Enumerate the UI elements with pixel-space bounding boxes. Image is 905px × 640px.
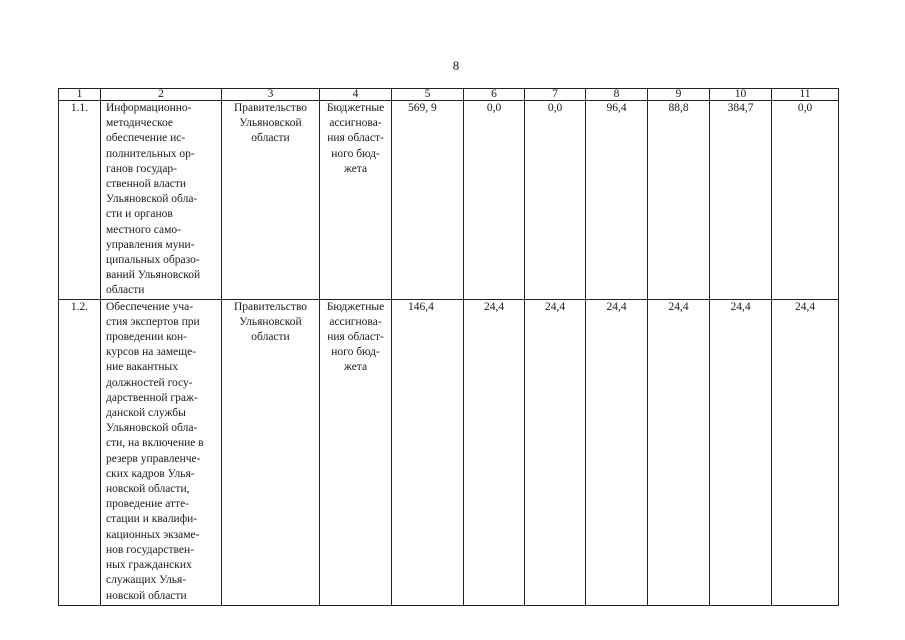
column-header: 4 — [320, 89, 392, 101]
text-line: стия экспертов при — [106, 315, 200, 328]
value-cell: 24,4 — [525, 299, 586, 605]
column-header: 6 — [464, 89, 525, 101]
text-line: Информационно- — [106, 102, 192, 114]
column-header: 3 — [222, 89, 320, 101]
column-header: 7 — [525, 89, 586, 101]
column-header: 11 — [772, 89, 839, 101]
value-cell: 0,0 — [464, 101, 525, 300]
row-number: 1.1. — [59, 101, 101, 300]
text-line: Ульяновской — [239, 117, 302, 130]
text-line: Обеспечение уча- — [106, 300, 194, 313]
text-line: служащих Улья- — [106, 574, 187, 587]
value-cell: 0,0 — [772, 101, 839, 300]
table-header-row — [59, 89, 839, 101]
text-line: ваний Ульяновской — [106, 269, 201, 282]
text-line: ассигнова- — [329, 315, 382, 328]
column-header: 1 — [59, 89, 101, 101]
funding-source-cell — [320, 299, 392, 605]
value-cell: 24,4 — [648, 299, 710, 605]
column-header: 9 — [648, 89, 710, 101]
funding-source-cell — [320, 101, 392, 300]
executor-cell — [222, 299, 320, 605]
budget-table — [58, 88, 839, 606]
page-number: 8 — [452, 58, 460, 73]
text-line: управления муни- — [106, 238, 195, 251]
value-cell: 24,4 — [710, 299, 772, 605]
row-number: 1.2. — [59, 299, 101, 605]
executor-cell — [222, 101, 320, 300]
text-line: ния област- — [327, 132, 384, 145]
text-line: области — [106, 284, 145, 297]
text-line: ного бюд- — [331, 346, 380, 359]
text-line: нов государствен- — [106, 543, 194, 556]
text-line: сти и органов — [106, 208, 173, 221]
text-line: полнительных ор- — [106, 147, 195, 160]
text-line: новской области, — [106, 483, 190, 496]
text-line: ние вакантных — [106, 361, 178, 374]
text-line: дарственной граж- — [106, 391, 198, 404]
text-line: Ульяновской — [239, 315, 302, 328]
text-line: Правительство — [233, 300, 308, 313]
activity-name-cell — [101, 101, 222, 300]
table-row — [59, 101, 839, 300]
text-line: ного бюд- — [331, 147, 380, 160]
text-line: ципальных образо- — [106, 254, 200, 267]
value-cell: 24,4 — [772, 299, 839, 605]
value-cell: 0,0 — [525, 101, 586, 300]
value-cell: 88,8 — [648, 101, 710, 300]
text-line: Ульяновской обла- — [106, 422, 198, 435]
text-line: ных гражданских — [106, 559, 192, 572]
text-line: методическое — [106, 117, 173, 130]
text-line: ассигнова- — [329, 117, 382, 130]
text-line: ния област- — [327, 331, 384, 344]
text-line: области — [251, 132, 290, 145]
text-line: проведение атте- — [106, 498, 190, 511]
value-cell: 146,4 — [392, 299, 464, 605]
text-line: Бюджетные — [326, 300, 385, 313]
text-line: ственной власти — [106, 178, 187, 191]
text-line: обеспечение ис- — [106, 132, 186, 145]
value-cell: 24,4 — [586, 299, 648, 605]
column-header: 8 — [586, 89, 648, 101]
text-line: должностей госу- — [106, 376, 193, 389]
activity-name-cell — [101, 299, 222, 605]
text-line: сти, на включение в — [106, 437, 204, 450]
text-line: области — [251, 331, 290, 344]
text-line: курсов на замеще- — [106, 346, 197, 359]
text-line: стации и квалифи- — [106, 513, 198, 526]
text-line: Правительство — [233, 102, 308, 114]
value-cell: 96,4 — [586, 101, 648, 300]
text-line: новской области — [106, 589, 187, 602]
text-line: ских кадров Улья- — [106, 467, 195, 480]
text-line: ганов государ- — [106, 162, 178, 175]
table-row — [59, 299, 839, 605]
text-line: Ульяновской обла- — [106, 193, 198, 206]
text-line: местного само- — [106, 223, 181, 236]
text-line: проведении кон- — [106, 331, 187, 344]
column-header: 10 — [710, 89, 772, 101]
column-header: 5 — [392, 89, 464, 101]
text-line: данской службы — [106, 407, 186, 420]
text-line: Бюджетные — [326, 102, 385, 114]
value-cell: 569, 9 — [392, 101, 464, 300]
text-line: резерв управленче- — [106, 452, 201, 465]
text-line: жета — [343, 162, 368, 175]
text-line: кационных экзаме- — [106, 528, 200, 541]
value-cell: 24,4 — [464, 299, 525, 605]
text-line: жета — [343, 361, 368, 374]
value-cell: 384,7 — [710, 101, 772, 300]
column-header: 2 — [101, 89, 222, 101]
